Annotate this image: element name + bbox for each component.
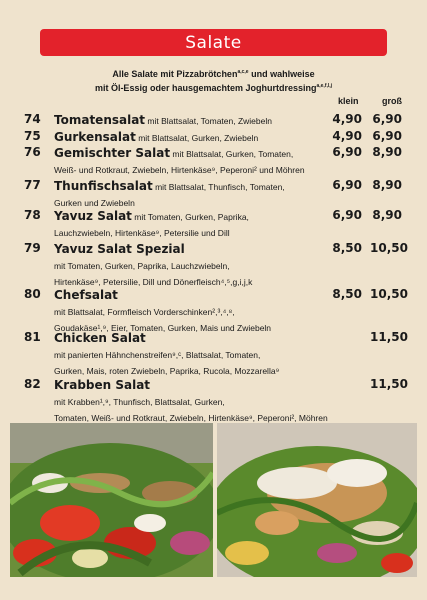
- photo-strip: [10, 423, 417, 577]
- intro-note: [20, 67, 407, 95]
- intro-sup2: a,e,f,l,j: [316, 83, 333, 89]
- item-description: mit Tomaten, Gurken, Paprika,: [131, 212, 249, 222]
- price-big: 10,50: [370, 287, 408, 301]
- item-description-line: Tomaten, Weiß- und Rotkraut, Zwiebeln, Hirtenkäse⁹, Peperoni², Möhren: [54, 413, 328, 423]
- item-description-line: Lauchzwiebeln, Hirtenkäse⁹, Petersilie und Dill: [54, 228, 230, 238]
- item-name: Chefsalat: [54, 288, 118, 302]
- item-body: [54, 208, 344, 241]
- item-body: [54, 129, 344, 146]
- item-name: Chicken Salat: [54, 331, 146, 345]
- item-description: mit Blattsalat, Tomaten, Zwiebeln: [145, 116, 272, 126]
- price-big: 11,50: [370, 330, 408, 344]
- item-description-line: mit Blattsalat, Formfleisch Vorderschinken²,³,⁴,⁸,: [54, 307, 235, 317]
- item-description-line: mit panierten Hähnchenstreifen⁹,ᶜ, Blattsalat, Tomaten,: [54, 350, 261, 360]
- price-small: 4,90: [332, 112, 362, 126]
- item-number: 74: [24, 112, 41, 126]
- item-number: 78: [24, 208, 41, 222]
- item-description-line: mit Tomaten, Gurken, Paprika, Lauchzwiebeln,: [54, 261, 230, 271]
- price-small: 8,50: [332, 241, 362, 255]
- item-body: [54, 330, 344, 379]
- item-description: mit Blattsalat, Thunfisch, Tomaten,: [152, 182, 285, 192]
- item-number: 81: [24, 330, 41, 344]
- page-title: Salate: [185, 32, 242, 53]
- price-small: 4,90: [332, 129, 362, 143]
- item-description-line: Hirtenkäse⁹, Petersilie, Dill und Dönerfleisch⁴,⁵,g,i,j,k: [54, 277, 253, 287]
- column-small: klein: [338, 96, 359, 106]
- item-number: 79: [24, 241, 41, 255]
- item-name: Yavuz Salat Spezial: [54, 242, 185, 256]
- item-body: [54, 112, 344, 129]
- price-big: 8,90: [372, 178, 402, 192]
- item-body: [54, 145, 344, 178]
- item-description-line: Goudakäse¹,⁹, Eier, Tomaten, Gurken, Mais und Zwiebeln: [54, 323, 272, 333]
- price-big: 8,90: [372, 208, 402, 222]
- item-name: Thunfischsalat: [54, 179, 153, 193]
- title-banner: [40, 29, 387, 56]
- item-name: Gemischter Salat: [54, 146, 171, 160]
- item-body: [54, 287, 344, 336]
- item-description: mit Blattsalat, Gurken, Zwiebeln: [135, 133, 259, 143]
- item-name: Yavuz Salat: [54, 209, 132, 223]
- item-name: Krabben Salat: [54, 378, 151, 392]
- item-body: [54, 241, 344, 290]
- price-big: 11,50: [370, 377, 408, 391]
- item-description-line: Weiß- und Rotkraut, Zwiebeln, Hirtenkäse⁹, Peperoni² und Möhren: [54, 165, 305, 175]
- item-name: Tomatensalat: [54, 113, 146, 127]
- price-small: 8,50: [332, 287, 362, 301]
- column-big: groß: [382, 96, 402, 106]
- item-name: Gurkensalat: [54, 130, 136, 144]
- item-description-line: mit Krabben¹,⁹, Thunfisch, Blattsalat, Gurken,: [54, 397, 225, 407]
- item-description-line: Gurken, Mais, roten Zwiebeln, Paprika, Rucola, Mozzarella⁹: [54, 366, 280, 376]
- item-description-line: Gurken und Zwiebeln: [54, 198, 135, 208]
- intro-line1-rest: und wahlweise: [248, 69, 315, 79]
- item-number: 77: [24, 178, 41, 192]
- price-small: 6,90: [332, 208, 362, 222]
- intro-line2: mit Öl-Essig oder hausgemachtem Joghurtdressing: [94, 83, 317, 93]
- price-big: 6,90: [372, 129, 402, 143]
- item-body: [54, 178, 344, 211]
- item-number: 75: [24, 129, 41, 143]
- item-number: 80: [24, 287, 41, 301]
- intro-sup1: a,c,e: [237, 69, 249, 75]
- item-body: [54, 377, 344, 426]
- item-description: mit Blattsalat, Gurken, Tomaten,: [170, 149, 294, 159]
- price-small: 6,90: [332, 178, 362, 192]
- price-big: 6,90: [372, 112, 402, 126]
- price-big: 8,90: [372, 145, 402, 159]
- price-big: 10,50: [370, 241, 408, 255]
- item-number: 82: [24, 377, 41, 391]
- intro-line1: Alle Salate mit Pizzabrötchen: [112, 69, 238, 79]
- item-number: 76: [24, 145, 41, 159]
- salad-photo-right: [217, 423, 417, 577]
- price-small: 6,90: [332, 145, 362, 159]
- salad-photo-left: [10, 423, 213, 577]
